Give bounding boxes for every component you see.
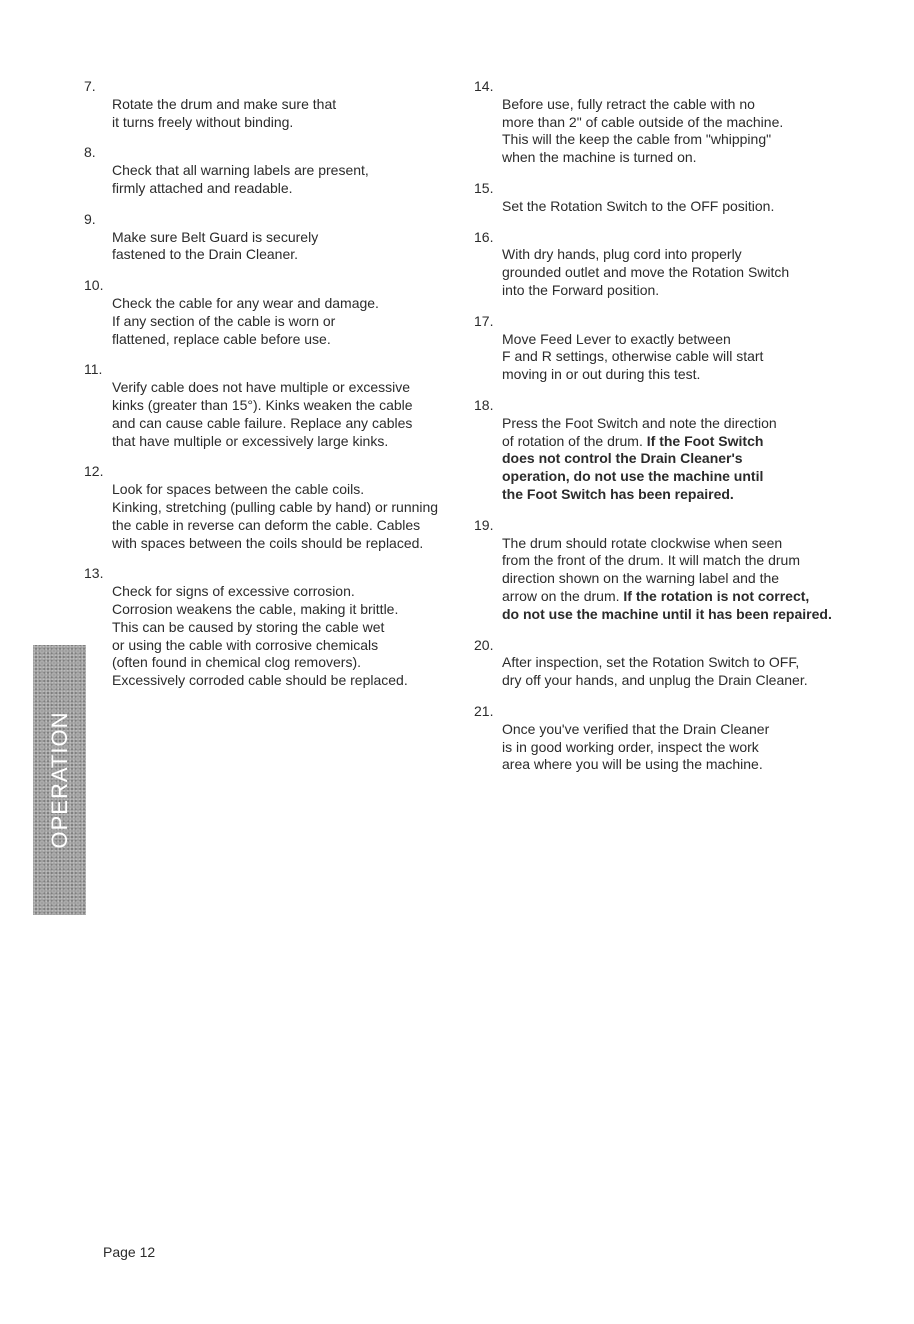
item-number: 15. [474,179,494,196]
list-item [474,78,864,167]
warning-text: If the Foot Switch does not control the Drain Cleaner's operation, do not use the machine until the Foot Switch has been repaired. [502,432,764,502]
left-column [84,78,464,690]
item-text: Press the Foot Switch and note the direction of rotation of the drum. [502,414,777,449]
item-text: Check the cable for any wear and damage. If any section of the cable is worn or flattened, replace cable before use. [112,294,379,347]
item-number: 14. [474,78,494,94]
list-item [84,78,464,131]
item-number: 9. [84,210,96,227]
list-item [474,637,864,690]
right-column [474,78,864,774]
warning-text: If the rotation is not correct, do not use the machine until it has been repaired. [502,587,832,622]
section-tab-label: OPERATION [46,711,72,849]
section-tab [33,645,86,915]
item-number: 17. [474,312,494,329]
list-item [84,277,464,348]
item-text: Set the Rotation Switch to the OFF position. [502,197,775,214]
list-item [474,313,864,384]
item-number: 18. [474,396,494,413]
page-number: Page 12 [103,1244,156,1260]
list-item [474,517,864,624]
list-item [84,565,464,690]
item-number: 20. [474,636,494,653]
list-item [474,703,864,774]
item-number: 19. [474,516,494,533]
item-text: Check that all warning labels are present, firmly attached and readable. [112,162,369,196]
item-number: 21. [474,702,494,719]
item-number: 12. [84,463,104,480]
list-item [84,361,464,450]
item-text: Verify cable does not have multiple or excessive kinks (greater than 15°). Kinks weaken the cable and can cause cable failure. Replace any cables that have multiple or excessively large kinks. [112,379,413,449]
item-text: Rotate the drum and make sure that it turns freely without binding. [112,95,337,130]
item-text: Before use, fully retract the cable with no more than 2" of cable outside of the machine. This will the keep the cable from "whipping" when the machine is turned on. [502,95,784,166]
list-item [84,211,464,264]
item-text: After inspection, set the Rotation Switch to OFF, dry off your hands, and unplug the Drain Cleaner. [502,654,808,689]
item-number: 7. [84,78,96,94]
item-number: 11. [84,361,103,378]
item-number: 13. [84,565,104,582]
item-text: Once you've verified that the Drain Cleaner is in good working order, inspect the work area where you will be using the machine. [502,720,770,773]
item-text: Look for spaces between the cable coils. Kinking, stretching (pulling cable by hand) or running the cable in reverse can deform the cable. Cables with spaces between the coils should be replaced. [112,481,439,551]
item-text: Move Feed Lever to exactly between F and R settings, otherwise cable will start moving in or out during this test. [502,330,764,383]
item-text: Make sure Belt Guard is securely fastened to the Drain Cleaner. [112,228,319,263]
list-item [84,144,464,197]
item-number: 16. [474,228,494,245]
item-number: 10. [84,277,104,294]
list-item [84,463,464,552]
list-item [474,397,864,504]
item-text: Check for signs of excessive corrosion. Corrosion weakens the cable, making it brittle. This can be caused by storing the cable wet or using the cable with corrosive chemicals (often found in chemical clog removers). Excessively corroded cable should be replaced. [112,583,408,689]
list-item [474,180,864,216]
list-item [474,229,864,300]
item-number: 8. [84,144,96,161]
item-text: The drum should rotate clockwise when seen from the front of the drum. It will match the drum direction shown on the warning label and the arrow on the drum. [502,534,800,604]
item-text: With dry hands, plug cord into properly grounded outlet and move the Rotation Switch into the Forward position. [502,246,790,298]
